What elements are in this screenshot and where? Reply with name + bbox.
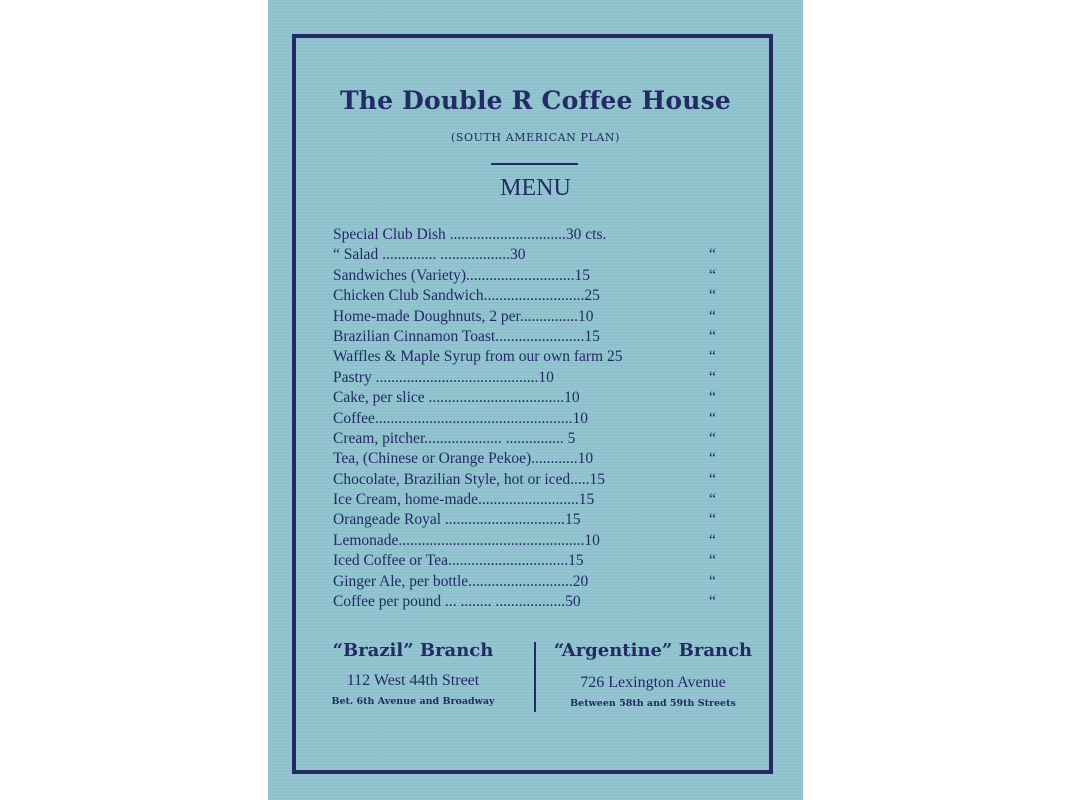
branch-address: 112 West 44th Street <box>346 672 480 689</box>
menu-items-list <box>333 225 743 612</box>
branch-divider <box>534 642 536 712</box>
menu-item <box>333 307 743 327</box>
menu-item-label: Ginger Ale, per bottle...........................20 <box>333 572 589 590</box>
menu-item-unit: “ <box>709 450 716 468</box>
menu-item <box>333 286 743 306</box>
menu-item <box>333 531 743 551</box>
menu-item-label: Iced Coffee or Tea...............................15 <box>333 552 584 570</box>
menu-item-unit: “ <box>709 327 716 345</box>
menu-item-unit: “ <box>709 572 716 590</box>
menu-card <box>268 0 803 800</box>
menu-item-label: Special Club Dish ..............................30 cts. <box>333 226 607 243</box>
menu-item-unit: “ <box>709 287 716 305</box>
menu-item-label: Cake, per slice ...................................10 <box>333 389 580 407</box>
menu-item-label: Orangeade Royal ...............................15 <box>333 511 581 529</box>
menu-item-label: Chocolate, Brazilian Style, hot or iced.....15 <box>333 470 606 488</box>
menu-item <box>333 368 743 388</box>
menu-item-label: Coffee per pound ... ........ ..................50 <box>333 593 581 611</box>
menu-item <box>333 470 743 490</box>
menu-item <box>333 449 743 469</box>
menu-item-unit: “ <box>709 593 716 611</box>
branch-address: 726 Lexington Avenue <box>580 674 726 691</box>
branch-brazil <box>298 636 528 710</box>
menu-item-unit: “ <box>709 246 716 264</box>
menu-item-label: Coffee...................................................10 <box>333 409 589 427</box>
menu-heading: MENU <box>500 175 571 201</box>
menu-item-label: Ice Cream, home-made..........................15 <box>333 491 595 509</box>
menu-item-unit: “ <box>709 491 716 509</box>
menu-item-unit: “ <box>709 266 716 284</box>
menu-item <box>333 551 743 571</box>
menu-item-unit: “ <box>709 552 716 570</box>
menu-subtitle: (SOUTH AMERICAN PLAN) <box>450 131 621 144</box>
menu-item-unit: “ <box>709 429 716 447</box>
menu-item <box>333 225 743 245</box>
menu-item-label: Pastry ..........................................10 <box>333 368 554 386</box>
menu-item <box>333 409 743 429</box>
menu-item-label: Chicken Club Sandwich..........................25 <box>333 287 600 305</box>
menu-item <box>333 266 743 286</box>
menu-item-label: Home-made Doughnuts, 2 per...............10 <box>333 307 594 325</box>
menu-item-unit: “ <box>709 531 716 549</box>
menu-item-unit: “ <box>709 307 716 325</box>
branch-name: “Brazil” Branch <box>332 640 494 661</box>
menu-item-unit: “ <box>709 348 716 366</box>
menu-item-label: Lemonade................................................10 <box>333 531 600 549</box>
branch-argentine <box>538 636 768 712</box>
menu-item-unit: “ <box>709 368 716 386</box>
branch-cross-streets: Between 58th and 59th Streets <box>570 698 736 709</box>
branches-section <box>298 636 773 726</box>
menu-item-label: Cream, pitcher.................... ............... 5 <box>333 429 576 447</box>
menu-item-unit: “ <box>709 389 716 407</box>
title-divider <box>491 163 578 165</box>
menu-item <box>333 327 743 347</box>
menu-item <box>333 429 743 449</box>
menu-item-unit: “ <box>709 470 716 488</box>
menu-item-unit: “ <box>709 409 716 427</box>
menu-item-label: Waffles & Maple Syrup from our own farm 25 <box>333 348 623 366</box>
menu-item <box>333 510 743 530</box>
menu-item <box>333 592 743 612</box>
menu-item <box>333 245 743 265</box>
menu-item <box>333 388 743 408</box>
menu-title: The Double R Coffee House <box>339 86 732 115</box>
menu-item <box>333 490 743 510</box>
branch-cross-streets: Bet. 6th Avenue and Broadway <box>331 696 495 707</box>
menu-item <box>333 347 743 367</box>
branch-name: “Argentine” Branch <box>553 640 753 661</box>
menu-item-label: “ Salad .............. ..................30 <box>333 246 526 264</box>
menu-item-label: Brazilian Cinnamon Toast.......................15 <box>333 327 600 345</box>
menu-item-label: Tea, (Chinese or Orange Pekoe)............10 <box>333 450 594 468</box>
menu-item-label: Sandwiches (Variety)............................15 <box>333 266 590 284</box>
menu-item <box>333 572 743 592</box>
menu-item-unit: “ <box>709 511 716 529</box>
